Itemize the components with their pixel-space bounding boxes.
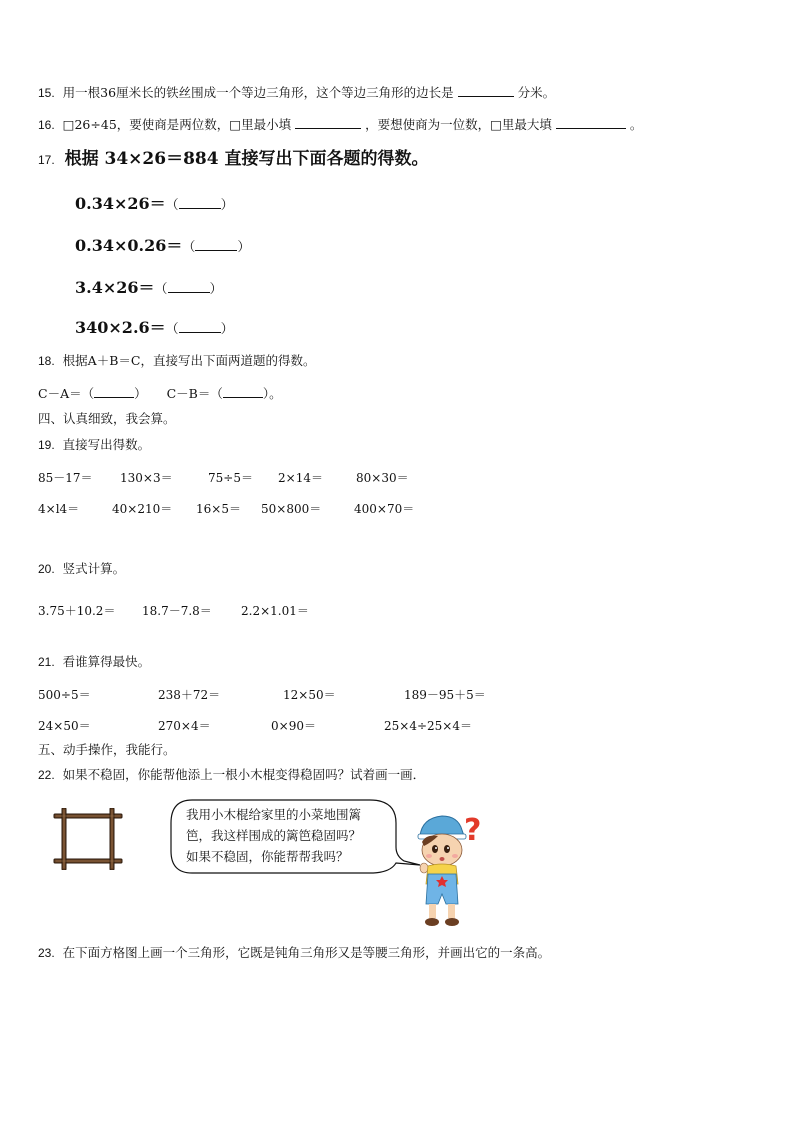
stick-fence-figure (52, 808, 126, 870)
calc-expression: 340×2.6＝ (75, 318, 166, 337)
question-number: 22. (38, 768, 55, 782)
calc-item-4 (75, 315, 234, 338)
question-21 (38, 654, 150, 670)
answer-blank[interactable] (295, 116, 361, 129)
calc-expression: 189－95＋5＝ (404, 688, 486, 702)
calc-expression: 400×70＝ (354, 502, 415, 516)
question-title: 在下面方格图上画一个三角形，它既是钝角三角形又是等腰三角形，并画出它的一条高。 (62, 945, 551, 960)
answer-blank[interactable] (195, 238, 237, 251)
question-20 (38, 561, 125, 577)
calc-expression: 0.34×26＝ (75, 194, 166, 213)
answer-blank[interactable] (223, 385, 263, 398)
section-heading-4: 四、认真细致，我会算。 (38, 411, 176, 426)
calc-expression: C－B＝ (166, 386, 211, 401)
answer-blank[interactable] (168, 280, 210, 293)
question-text: ，要想使商为一位数，□里最大填 (365, 117, 552, 132)
calc-expression: 3.75＋10.2＝ (38, 604, 116, 618)
answer-blank[interactable] (556, 116, 626, 129)
question-title: 看谁算得最快。 (62, 654, 151, 669)
calc-expression: 500÷5＝ (38, 688, 91, 702)
calc-expression: 75÷5＝ (208, 471, 253, 485)
paren-close: ） (262, 386, 270, 401)
calc-expression: 50×800＝ (261, 502, 322, 516)
paren-open: （ (154, 282, 168, 297)
paren-open: （ (182, 240, 196, 255)
calc-expression: 130×3＝ (120, 471, 173, 485)
answer-blank[interactable] (458, 84, 514, 97)
question-number: 15. (38, 86, 55, 100)
paren-open: （ (165, 198, 179, 213)
calc-expression: 0.34×0.26＝ (75, 236, 183, 255)
question-number: 16. (38, 118, 55, 132)
question-number: 17. (38, 153, 55, 167)
calc-item-3 (75, 275, 223, 298)
question-22 (38, 767, 425, 783)
bubble-line: 我用小木棍给家里的小菜地围篱 (186, 807, 362, 822)
answer-blank[interactable] (94, 385, 134, 398)
question-number: 20. (38, 562, 55, 576)
bubble-line: 如果不稳固，你能帮帮我吗？ (186, 849, 349, 864)
calc-expression: 25×4÷25×4＝ (384, 719, 472, 733)
question-19 (38, 437, 150, 453)
calc-item-1 (75, 191, 234, 214)
calc-expression: 80×30＝ (356, 471, 409, 485)
paren-close: ） (220, 198, 234, 213)
question-number: 23. (38, 946, 55, 960)
question-18-answers (38, 385, 282, 402)
paren-close: ） (209, 282, 223, 297)
answer-blank[interactable] (179, 196, 221, 209)
question-title: 根据A＋B＝C，直接写出下面两道题的得数。 (62, 353, 316, 368)
question-16 (38, 116, 642, 133)
question-text: 用一根36厘米长的铁丝围成一个等边三角形，这个等边三角形的边长是 (62, 85, 454, 100)
calc-expression: 2×14＝ (278, 471, 323, 485)
calc-expression: 270×4＝ (158, 719, 211, 733)
question-title: 竖式计算。 (62, 561, 126, 576)
paren-open: （ (210, 386, 223, 401)
paren-close: ） (237, 240, 251, 255)
question-mark-icon: ? (464, 813, 482, 848)
paren-open: （ (165, 322, 179, 337)
question-text: □26÷45，要使商是两位数，□里最小填 (62, 117, 292, 132)
question-15 (38, 84, 555, 101)
calc-expression: 12×50＝ (283, 688, 336, 702)
calc-expression: 238＋72＝ (158, 688, 221, 702)
calc-expression: 24×50＝ (38, 719, 91, 733)
calc-expression: 0×90＝ (271, 719, 316, 733)
calc-expression: 4×l4＝ (38, 502, 80, 516)
question-23 (38, 945, 550, 961)
question-17 (38, 148, 429, 171)
hat-icon (420, 816, 464, 836)
paren-close: ） (134, 386, 147, 401)
calc-item-2 (75, 233, 250, 256)
calc-expression: C－A＝ (38, 386, 82, 401)
question-title: 直接写出得数。 (62, 437, 151, 452)
calc-expression: 16×5＝ (196, 502, 241, 516)
question-number: 19. (38, 438, 55, 452)
question-text: 分米。 (517, 85, 556, 100)
cartoon-boy-illustration (412, 812, 492, 930)
calc-expression: 85－17＝ (38, 471, 93, 485)
paren-open: （ (81, 386, 95, 401)
question-text: 。 (629, 117, 643, 132)
paren-close: ） (220, 322, 234, 337)
calc-expression: 40×210＝ (112, 502, 173, 516)
calc-expression: 3.4×26＝ (75, 278, 155, 297)
calc-expression: 2.2×1.01＝ (241, 604, 309, 618)
calc-expression: 18.7－7.8＝ (142, 604, 212, 618)
question-number: 18. (38, 354, 55, 368)
bubble-line: 笆，我这样围成的篱笆稳固吗？ (186, 828, 362, 843)
question-18 (38, 353, 315, 369)
section-heading-5: 五、动手操作，我能行。 (38, 742, 176, 757)
question-title: 如果不稳固，你能帮他添上一根小木棍变得稳固吗？试着画一画． (62, 767, 426, 782)
answer-blank[interactable] (179, 320, 221, 333)
question-number: 21. (38, 655, 55, 669)
question-title: 根据 34×26＝884 直接写出下面各题的得数。 (64, 149, 429, 169)
speech-bubble-text (186, 804, 386, 867)
period: 。 (269, 386, 282, 401)
